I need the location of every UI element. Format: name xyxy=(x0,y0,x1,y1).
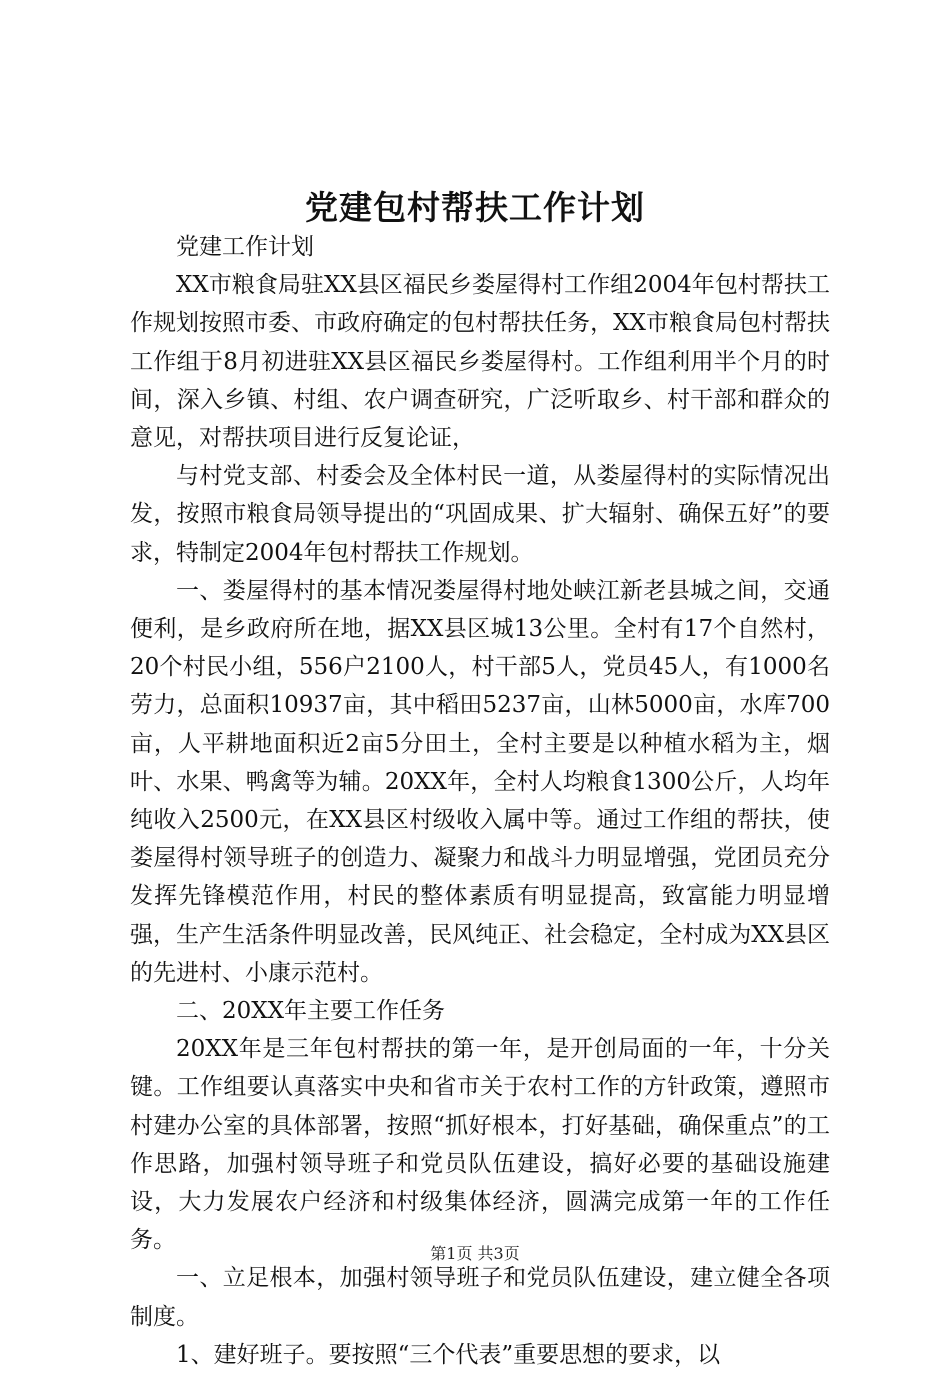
paragraph: 党建工作计划 xyxy=(176,234,314,260)
paragraph: 1、建好班子。要按照“三个代表”重要思想的要求，以 xyxy=(176,1341,721,1368)
paragraph: 二、20XX年主要工作任务 xyxy=(176,998,446,1025)
paragraph: 20XX年是三年包村帮扶的第一年，是开创局面的一年，十分关键。工作组要认真落实中央和省市关于农村工作的方针政策，遵照市村建办公室的具体部署，按照“抓好根本，打好基础，确保重点”的工作思路，加强村领导班子和党员队伍建设，搞好必要的基础设施建设，大力发展农户经济和村级集体经济，圆满完成第一年的工作任务。 xyxy=(130,1036,830,1254)
paragraph: 与村党支部、村委会及全体村民一道，从娄屋得村的实际情况出发，按照市粮食局领导提出的“巩固成果、扩大辐射、确保五好”的要求，特制定2004年包村帮扶工作规划。 xyxy=(130,463,830,566)
paragraph: 一、娄屋得村的基本情况娄屋得村地处峡江新老县城之间，交通便利，是乡政府所在地，据XX县区城13公里。全村有17个自然村，20个村民小组，556户2100人，村干部5人，党员45人，有1000名劳力，总面积10937亩，其中稻田5237亩，山林5000亩，水库700亩，人平耕地面积近2亩5分田土，全村主要是以种植水稻为主，烟叶、水果、鸭禽等为辅。20XX年，全村人均粮食1300公斤，人均年纯收入2500元，在XX县区村级收入属中等。通过工作组的帮扶，使娄屋得村领导班子的创造力、凝聚力和战斗力明显增强，党团员充分发挥先锋模范作用，村民的整体素质有明显提高，致富能力明显增强，生产生活条件明显改善，民风纯正、社会稳定，全村成为XX县区的先进村、小康示范村。 xyxy=(130,577,830,986)
document-body xyxy=(130,228,830,1374)
paragraph: 一、立足根本，加强村领导班子和党员队伍建设，建立健全各项制度。 xyxy=(130,1265,830,1330)
paragraph: XX市粮食局驻XX县区福民乡娄屋得村工作组2004年包村帮扶工作规划按照市委、市政府确定的包村帮扶任务，XX市粮食局包村帮扶工作组于8月初进驻XX县区福民乡娄屋得村。工作组利用半个月的时间，深入乡镇、村组、农户调查研究，广泛听取乡、村干部和群众的意见，对帮扶项目进行反复论证， xyxy=(130,272,830,452)
page-footer: 第1页 共3页 xyxy=(430,1244,520,1263)
document-title: 党建包村帮扶工作计划 xyxy=(305,188,645,227)
